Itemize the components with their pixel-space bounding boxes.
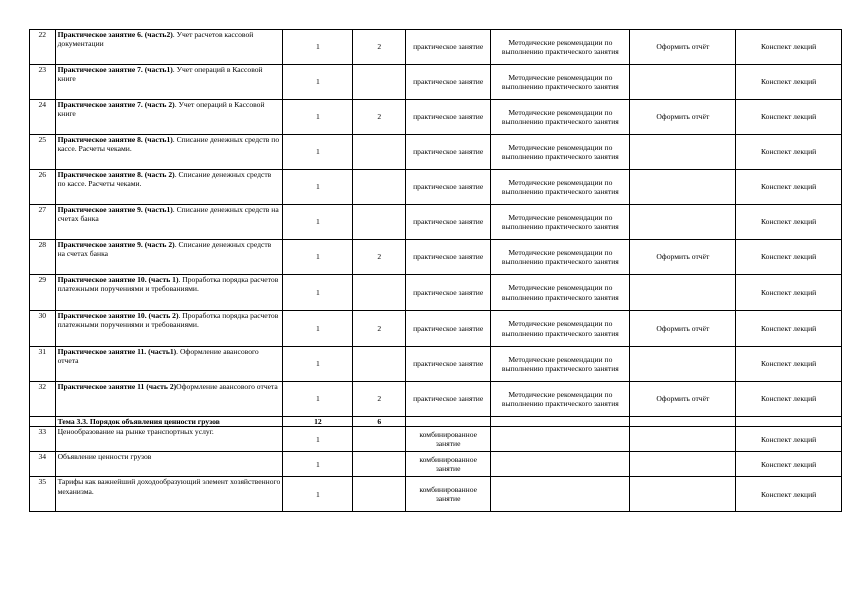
task-cell xyxy=(630,347,736,382)
task-cell: Оформить отчёт xyxy=(630,382,736,417)
lesson-title-text: . Проработка порядка расчетов платежными поручениями и требованиями. xyxy=(57,275,279,294)
lesson-title-bold: Практическое занятие 10. (часть 1) xyxy=(57,275,179,284)
table-row xyxy=(30,65,842,100)
control-cell: Конспект лекций xyxy=(736,427,842,452)
table-row xyxy=(30,205,842,240)
lesson-title xyxy=(55,311,283,347)
hours-cell: 1 xyxy=(283,347,353,382)
method-cell: Методические рекомендации по выполнению практического занятия xyxy=(491,135,630,170)
empty-cell xyxy=(406,417,491,427)
lesson-plan-table xyxy=(29,29,842,512)
self-study-hours-cell xyxy=(353,135,406,170)
lesson-title-bold: Практическое занятие 11 (часть 2) xyxy=(57,382,177,391)
lesson-type-cell: комбинированное занятие xyxy=(406,427,491,452)
self-study-hours-cell xyxy=(353,275,406,311)
method-cell: Методические рекомендации по выполнению практического занятия xyxy=(491,30,630,65)
self-study-hours-cell xyxy=(353,452,406,477)
hours-cell: 1 xyxy=(283,427,353,452)
row-number: 35 xyxy=(30,477,56,512)
table-row xyxy=(30,240,842,275)
lesson-title-text: Оформление авансового отчета xyxy=(176,382,278,391)
control-cell: Конспект лекций xyxy=(736,240,842,275)
task-cell xyxy=(630,427,736,452)
theme-num xyxy=(30,417,56,427)
lesson-title xyxy=(55,170,283,205)
task-cell: Оформить отчёт xyxy=(630,30,736,65)
control-cell: Конспект лекций xyxy=(736,477,842,512)
table-row xyxy=(30,382,842,417)
task-cell xyxy=(630,477,736,512)
lesson-title-text: . Списание денежных средств по кассе. Расчеты чеками. xyxy=(57,170,272,189)
table-row xyxy=(30,427,842,452)
lesson-title-text: . Проработка порядка расчетов платежными поручениями и требованиями. xyxy=(57,311,279,330)
lesson-type-cell: практическое занятие xyxy=(406,240,491,275)
lesson-title-bold: Практическое занятие 7. (часть1) xyxy=(57,65,173,74)
lesson-title-text: . Списание денежных средств по кассе. Расчеты чеками. xyxy=(57,135,280,154)
method-cell: Методические рекомендации по выполнению практического занятия xyxy=(491,240,630,275)
control-cell: Конспект лекций xyxy=(736,65,842,100)
task-cell xyxy=(630,205,736,240)
self-study-hours-cell: 2 xyxy=(353,311,406,347)
theme-title: Тема 3.3. Порядок объявления ценности грузов xyxy=(55,417,283,427)
row-number: 28 xyxy=(30,240,56,275)
lesson-title-bold: Практическое занятие 9. (часть 2) xyxy=(57,240,175,249)
task-cell: Оформить отчёт xyxy=(630,100,736,135)
lesson-type-cell: практическое занятие xyxy=(406,30,491,65)
theme-self-hours: 6 xyxy=(353,417,406,427)
lesson-type-cell: практическое занятие xyxy=(406,311,491,347)
row-number: 23 xyxy=(30,65,56,100)
control-cell: Конспект лекций xyxy=(736,135,842,170)
lesson-title-bold: Практическое занятие 8. (часть 2) xyxy=(57,170,175,179)
method-cell xyxy=(491,477,630,512)
lesson-title-text: Ценообразование на рынке транспортных услуг. xyxy=(57,427,214,437)
method-cell: Методические рекомендации по выполнению практического занятия xyxy=(491,382,630,417)
method-cell xyxy=(491,427,630,452)
row-number: 26 xyxy=(30,170,56,205)
lesson-title xyxy=(55,477,283,512)
lesson-type-cell: практическое занятие xyxy=(406,65,491,100)
lesson-title xyxy=(55,205,283,240)
table-row xyxy=(30,30,842,65)
self-study-hours-cell xyxy=(353,347,406,382)
task-cell xyxy=(630,452,736,477)
lesson-type-cell: практическое занятие xyxy=(406,100,491,135)
row-number: 32 xyxy=(30,382,56,417)
row-number: 25 xyxy=(30,135,56,170)
lesson-title-text: . Списание денежных средств на счетах банка xyxy=(57,205,279,224)
control-cell: Конспект лекций xyxy=(736,452,842,477)
task-cell xyxy=(630,170,736,205)
theme-hours: 12 xyxy=(283,417,353,427)
lesson-type-cell: практическое занятие xyxy=(406,275,491,311)
table-body xyxy=(30,30,842,512)
lesson-title-text: Объявление ценности грузов xyxy=(57,452,152,462)
method-cell: Методические рекомендации по выполнению практического занятия xyxy=(491,347,630,382)
table-row xyxy=(30,452,842,477)
hours-cell: 1 xyxy=(283,65,353,100)
control-cell: Конспект лекций xyxy=(736,170,842,205)
control-cell: Конспект лекций xyxy=(736,275,842,311)
self-study-hours-cell xyxy=(353,477,406,512)
method-cell: Методические рекомендации по выполнению практического занятия xyxy=(491,100,630,135)
control-cell: Конспект лекций xyxy=(736,311,842,347)
method-cell: Методические рекомендации по выполнению практического занятия xyxy=(491,170,630,205)
hours-cell: 1 xyxy=(283,205,353,240)
lesson-title-text: . Списание денежных средств на счетах банка xyxy=(57,240,272,259)
task-cell xyxy=(630,275,736,311)
row-number: 22 xyxy=(30,30,56,65)
hours-cell: 1 xyxy=(283,477,353,512)
task-cell: Оформить отчёт xyxy=(630,240,736,275)
row-number: 27 xyxy=(30,205,56,240)
method-cell xyxy=(491,452,630,477)
self-study-hours-cell xyxy=(353,65,406,100)
hours-cell: 1 xyxy=(283,170,353,205)
lesson-title xyxy=(55,382,283,417)
lesson-type-cell: практическое занятие xyxy=(406,170,491,205)
method-cell: Методические рекомендации по выполнению практического занятия xyxy=(491,205,630,240)
row-number: 30 xyxy=(30,311,56,347)
lesson-title-text: Тарифы как важнейший доходообразующий элемент хозяйственного механизма. xyxy=(57,477,281,496)
lesson-title xyxy=(55,30,283,65)
task-cell: Оформить отчёт xyxy=(630,311,736,347)
lesson-title-bold: Практическое занятие 11. (часть1) xyxy=(57,347,177,356)
lesson-title-bold: Практическое занятие 10. (часть 2) xyxy=(57,311,179,320)
lesson-title-bold: Практическое занятие 9. (часть1) xyxy=(57,205,173,214)
empty-cell xyxy=(630,417,736,427)
lesson-title-text: . Учет расчетов кассовой документации xyxy=(57,30,254,49)
control-cell: Конспект лекций xyxy=(736,347,842,382)
hours-cell: 1 xyxy=(283,311,353,347)
table-row xyxy=(30,311,842,347)
lesson-title xyxy=(55,452,283,477)
hours-cell: 1 xyxy=(283,240,353,275)
hours-cell: 1 xyxy=(283,100,353,135)
lesson-title xyxy=(55,100,283,135)
task-cell xyxy=(630,65,736,100)
lesson-title-text: . Учет операций в Кассовой книге xyxy=(57,65,263,84)
hours-cell: 1 xyxy=(283,275,353,311)
self-study-hours-cell: 2 xyxy=(353,240,406,275)
row-number: 31 xyxy=(30,347,56,382)
hours-cell: 1 xyxy=(283,30,353,65)
lesson-type-cell: комбинированное занятие xyxy=(406,477,491,512)
lesson-type-cell: комбинированное занятие xyxy=(406,452,491,477)
lesson-title-text: . Учет операций в Кассовой книге xyxy=(57,100,265,119)
lesson-title-bold: Практическое занятие 8. (часть1) xyxy=(57,135,173,144)
task-cell xyxy=(630,135,736,170)
table-row xyxy=(30,100,842,135)
row-number: 33 xyxy=(30,427,56,452)
control-cell: Конспект лекций xyxy=(736,382,842,417)
lesson-title xyxy=(55,347,283,382)
lesson-type-cell: практическое занятие xyxy=(406,135,491,170)
self-study-hours-cell: 2 xyxy=(353,100,406,135)
self-study-hours-cell xyxy=(353,170,406,205)
lesson-type-cell: практическое занятие xyxy=(406,382,491,417)
lesson-title-bold: Практическое занятие 7. (часть 2) xyxy=(57,100,175,109)
lesson-type-cell: практическое занятие xyxy=(406,205,491,240)
table-row xyxy=(30,275,842,311)
self-study-hours-cell xyxy=(353,205,406,240)
method-cell: Методические рекомендации по выполнению практического занятия xyxy=(491,311,630,347)
lesson-type-cell: практическое занятие xyxy=(406,347,491,382)
table-row xyxy=(30,135,842,170)
empty-cell xyxy=(491,417,630,427)
control-cell: Конспект лекций xyxy=(736,205,842,240)
hours-cell: 1 xyxy=(283,452,353,477)
self-study-hours-cell: 2 xyxy=(353,30,406,65)
row-number: 34 xyxy=(30,452,56,477)
control-cell: Конспект лекций xyxy=(736,100,842,135)
lesson-title xyxy=(55,275,283,311)
hours-cell: 1 xyxy=(283,382,353,417)
lesson-title xyxy=(55,135,283,170)
table-row xyxy=(30,170,842,205)
lesson-title-bold: Практическое занятие 6. (часть2) xyxy=(57,30,173,39)
table-row xyxy=(30,347,842,382)
lesson-title xyxy=(55,240,283,275)
row-number: 24 xyxy=(30,100,56,135)
empty-cell xyxy=(736,417,842,427)
theme-row xyxy=(30,417,842,427)
row-number: 29 xyxy=(30,275,56,311)
lesson-title-text: . Оформление авансового отчета xyxy=(57,347,259,366)
lesson-title xyxy=(55,427,283,452)
self-study-hours-cell: 2 xyxy=(353,382,406,417)
method-cell: Методические рекомендации по выполнению практического занятия xyxy=(491,275,630,311)
hours-cell: 1 xyxy=(283,135,353,170)
control-cell: Конспект лекций xyxy=(736,30,842,65)
table-row xyxy=(30,477,842,512)
method-cell: Методические рекомендации по выполнению практического занятия xyxy=(491,65,630,100)
lesson-title xyxy=(55,65,283,100)
self-study-hours-cell xyxy=(353,427,406,452)
